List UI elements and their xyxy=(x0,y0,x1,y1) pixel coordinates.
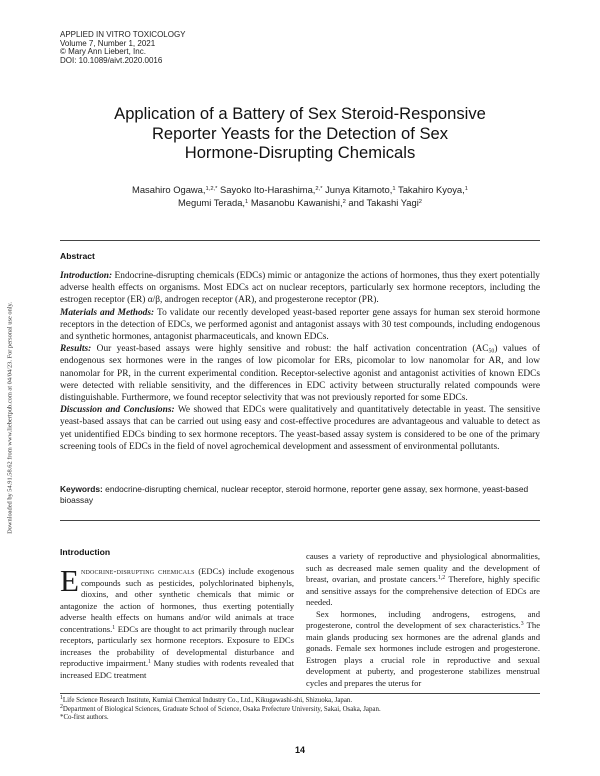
author-name: and Takashi Yagi xyxy=(345,197,419,208)
journal-doi: DOI: 10.1089/aivt.2020.0016 xyxy=(60,55,163,65)
keywords-label: Keywords: xyxy=(60,484,103,494)
title-line-3: Hormone-Disrupting Chemicals xyxy=(184,143,416,163)
author-name: Masanobu Kawanishi, xyxy=(248,197,343,208)
footnote-text: Life Science Research Institute, Kumiai Chemical Industry Co., Ltd., Kikugawashi-shi, Shizuoka, Japan. xyxy=(62,697,353,704)
body-text: EDCs are thought to act primarily through nuclear receptors, particularly sex hormone receptors. Exposure to EDCs increases the probability of developmental disturbance and reproductive impairment. xyxy=(60,623,294,668)
abstract-discussion-text: We showed that EDCs were qualitatively and quantitatively detectable in yeast. The sensitive yeast-based assays that can be carried out using easy and cost-effective procedures are advantageous and valuable to detect as yet unidentified EDCs binding to sex hormone receptors. The yeast-based assay system is considered to be one of the primary screening tools of EDCs in the field of novel agrochemical development and assessment of environmental pollutants. xyxy=(60,405,540,452)
body-text: causes a variety of reproductive and physiological abnormalities, such as decreased male semen quality and the development of breast, ovarian, and prostate cancers. xyxy=(306,551,540,584)
journal-header xyxy=(60,31,186,65)
abstract-bottom-rule xyxy=(60,520,540,521)
journal-copyright: © Mary Ann Liebert, Inc. xyxy=(60,47,146,57)
abstract-top-rule xyxy=(60,240,540,241)
abstract-paragraph xyxy=(60,343,540,404)
citation-ref: 1,2 xyxy=(437,574,446,581)
author-affiliation: 2 xyxy=(342,198,346,205)
article-title xyxy=(60,104,540,163)
author-name: Masahiro Ogawa, xyxy=(132,184,206,195)
title-line-1: Application of a Battery of Sex Steroid-Responsive xyxy=(114,104,486,123)
abstract-discussion-label: Discussion and Conclusions: xyxy=(60,405,175,416)
footnote-cofirst: *Co-first authors. xyxy=(60,714,109,722)
body-text: Therefore, highly specific and sensitive assays for the comprehensive detection of EDCs are needed. xyxy=(306,574,540,607)
lead-in: ndocrine-disrupting chemicals xyxy=(80,566,195,576)
abstract-methods-text: To validate our recently developed yeast-based reporter gene assays for human sex steroid hormone receptors in the detection of EDCs, we performed agonist and antagonist assays with 30 test compounds, including endogenous and synthetic hormones, antagonist pharmaceuticals, and known EDCs. xyxy=(60,307,540,343)
abstract-paragraph xyxy=(60,404,540,453)
footnote-rule xyxy=(60,693,540,694)
author-name: Megumi Terada, xyxy=(177,197,246,208)
journal-name: APPLIED IN VITRO TOXICOLOGY xyxy=(60,30,186,39)
citation-ref: 1 xyxy=(112,624,116,631)
footnote-affiliation-1 xyxy=(60,694,540,706)
body-text: Sex hormones, including androgens, estrogens, and progesterone, control the development of sex characteristics. xyxy=(306,608,540,630)
author-affiliation: 1 xyxy=(464,185,468,192)
keywords-text: endocrine-disrupting chemical, nuclear receptor, steroid hormone, reporter gene assay, sex hormone, yeast-based bioassay xyxy=(60,484,529,506)
abstract-intro-label: Introduction: xyxy=(60,271,113,281)
citation-ref: 3 xyxy=(520,620,524,627)
footnote-text: Department of Biological Sciences, Graduate School of Science, Osaka Prefecture University, Sakai, Osaka, Japan. xyxy=(62,705,381,713)
body-paragraph xyxy=(60,563,294,681)
body-text: Many studies with rodents revealed that increased EDC treatment xyxy=(60,658,294,680)
author-affiliation: 1 xyxy=(245,198,249,205)
author-list xyxy=(60,183,540,209)
author-line-2 xyxy=(60,196,540,209)
abstract-paragraph xyxy=(60,307,540,344)
author-name: Takahiro Kyoya, xyxy=(395,184,465,195)
author-affiliation: 1 xyxy=(392,185,396,192)
drop-cap: E xyxy=(60,563,79,598)
footnote-marker: 2 xyxy=(60,703,63,710)
page-number: 14 xyxy=(294,745,305,755)
download-note xyxy=(4,268,16,568)
abstract-body xyxy=(60,270,540,453)
body-text: The main glands producing sex hormones are the adrenal glands and gonads. Female sex hormones include estrogen and progesterone. Estrogen plays a crucial role in reproductive and sexual development at puberty, and progesterone stabilizes menstrual cycles and prepares the uterus for xyxy=(306,620,541,688)
author-affiliation: 1,2,* xyxy=(205,185,218,192)
abstract-results-label: Results: xyxy=(60,344,92,355)
abstract-results-text: ) values of endogenous sex hormones were in the ranges of low picomolar for ERs, picomolar to low nanomolar for AR, and low nanomolar for PR, in the current experimental condition. Receptor-selective agonist and antagonist activities of known EDCs were detected with reliable sensitivity, and the differences in EDC activity between structurally related compounds were distinguishable. Furthermore, we found receptor selectivity that was not previously reported for some EDCs. xyxy=(60,344,541,404)
author-affiliation: 2,* xyxy=(315,185,323,192)
body-text: (EDCs) include exogenous compounds such as pesticides, polychlorinated biphenyls, dioxins, and other synthetic chemicals that mimic or antagonize the action of hormones, thus exerting potentially adverse health effects on humans and/or wild animals at trace concentrations. xyxy=(60,566,294,634)
footnote-marker: 1 xyxy=(60,694,63,701)
body-paragraph xyxy=(306,609,540,690)
body-paragraph xyxy=(306,551,540,609)
abstract-methods-label: Materials and Methods: xyxy=(60,307,155,318)
citation-ref: 1 xyxy=(147,658,151,665)
abstract-heading: Abstract xyxy=(60,251,95,261)
abstract-intro-text: Endocrine-disrupting chemicals (EDCs) mimic or antagonize the actions of hormones, thus they exert potentially adverse health effects on organisms. Most EDCs act on nuclear receptors, particularly sex hormone receptors, including the estrogen receptor (ER) α/β, androgen receptor (AR), and progesterone receptor (PR). xyxy=(60,271,540,306)
footnotes xyxy=(60,694,540,723)
introduction-heading: Introduction xyxy=(60,547,111,557)
keywords xyxy=(60,484,540,507)
abstract-results-text: Our yeast-based assays were highly sensitive and robust: the half activation concentration (AC xyxy=(91,344,489,355)
journal-volume: Volume 7, Number 1, 2021 xyxy=(60,38,156,48)
author-name: Sayoko Ito-Harashima, xyxy=(217,184,316,195)
abstract-paragraph xyxy=(60,270,540,307)
body-column-right xyxy=(306,551,540,689)
author-affiliation: 2 xyxy=(418,198,423,205)
download-note-text: Downloaded by 54.91.58.62 from www.liebertpub.com at 04/04/23. For personal use only. xyxy=(6,302,14,534)
abstract-results-subscript: 50 xyxy=(488,348,495,355)
author-name: Junya Kitamoto, xyxy=(322,184,393,195)
footnote-affiliation-2 xyxy=(60,703,540,715)
author-line-1 xyxy=(60,183,540,196)
body-column-left xyxy=(60,563,294,681)
title-line-2: Reporter Yeasts for the Detection of Sex xyxy=(151,123,449,143)
